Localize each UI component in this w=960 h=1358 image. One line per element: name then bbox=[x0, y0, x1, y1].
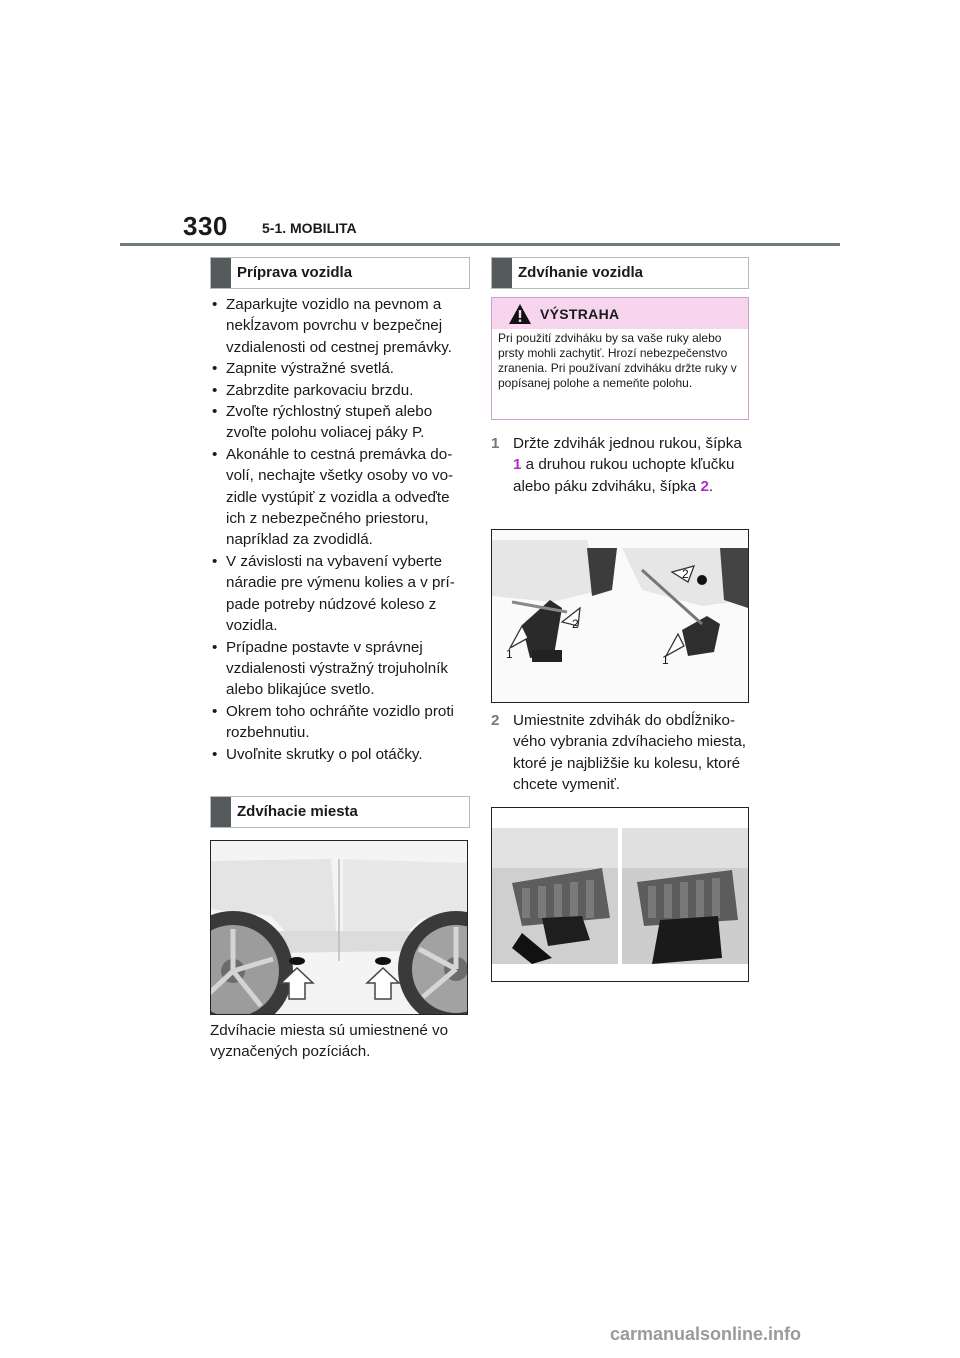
jack-placement-image bbox=[492, 808, 748, 981]
section-bar bbox=[211, 797, 231, 827]
header-rule bbox=[120, 243, 840, 246]
section-heading-jacking-points bbox=[210, 796, 470, 828]
chapter-title: 5-1. MOBILITA bbox=[262, 220, 357, 236]
section-bar bbox=[492, 258, 512, 288]
section-title: Zdvíhanie vozidla bbox=[518, 264, 644, 281]
step-2 bbox=[491, 710, 753, 796]
section-heading-preparation bbox=[210, 257, 470, 289]
section-title: Príprava vozidla bbox=[237, 264, 353, 281]
arrow-ref-2: 2 bbox=[700, 477, 709, 495]
jacking-points-caption: Zdvíhacie miesta sú umiestnené vo vyznačených pozíciách. bbox=[210, 1022, 449, 1061]
bullet-item: • Prípadne postavte v správnej vzdialenosti výstražný trojuholník alebo blikajúce svetlo. bbox=[212, 638, 449, 699]
jack-label: 1 bbox=[506, 647, 513, 661]
bullet-item: • Zaparkujte vozidlo na pevnom a nekĺzavom povrchu v bezpečnej vzdialenosti od cestnej premávky. bbox=[212, 296, 452, 356]
step-1 bbox=[491, 433, 753, 519]
section-bar bbox=[211, 258, 231, 288]
step-text: Umiestnite zdvihák do obdĺžnikového vybrania zdvíhacieho miesta, ktoré je najbližšie ku kolesu, ktoré chcete vymeniť. bbox=[513, 712, 747, 794]
warning-title: VÝSTRAHA bbox=[540, 306, 620, 322]
bullet-item: • V závislosti na vybavení vyberte náradie pre výmenu kolies a v prípade potreby núdzové koleso z vozidla. bbox=[212, 552, 455, 635]
bullet-item: • Uvoľnite skrutky o pol otáčky. bbox=[212, 745, 423, 763]
bullet-item: • Okrem toho ochráňte vozidlo proti rozbehnutiu. bbox=[212, 702, 454, 742]
warning-text: Pri použití zdviháku by sa vaše ruky alebo prsty mohli zachytiť. Hrozí nebezpečenstvo zranenia. Pri používaní zdviháku držte ruky v popísanej polohe a nemeňte polohu. bbox=[498, 331, 737, 390]
bullet-item: • Zapnite výstražné svetlá. bbox=[212, 360, 394, 378]
section-heading-lifting bbox=[491, 257, 749, 289]
bullet-item: • Zabrzdite parkovaciu brzdu. bbox=[212, 381, 414, 399]
step-number: 2 bbox=[491, 712, 500, 729]
jack-label: 1 bbox=[662, 653, 669, 667]
step-number: 1 bbox=[491, 435, 500, 452]
bullet-item: • Zvoľte rýchlostný stupeň alebo zvoľte polohu voliacej páky P. bbox=[212, 403, 433, 442]
jack-label: 2 bbox=[682, 567, 689, 581]
jack-handling-image bbox=[492, 530, 748, 702]
jack-placement-illustration bbox=[491, 807, 749, 982]
warning-triangle-icon bbox=[508, 303, 532, 325]
footer-watermark: carmanualsonline.info bbox=[610, 1324, 802, 1344]
car-side-illustration bbox=[211, 841, 467, 1014]
bullet-item: • Akonáhle to cestná premávka dovolí, nechajte všetky osoby vo vozidle vystúpiť z vozidla a odveďte ich z nebezpečného priestoru, napríklad za zvodidlá. bbox=[212, 445, 454, 549]
warning-box bbox=[491, 297, 749, 420]
step-text: Držte zdvihák jednou rukou, šípka 1 a druhou rukou uchopte kľučku alebo páku zdviháku, šípka 2. bbox=[513, 435, 742, 495]
section-title: Zdvíhacie miesta bbox=[237, 803, 358, 820]
jack-handling-illustration bbox=[491, 529, 749, 703]
arrow-ref-1: 1 bbox=[513, 456, 522, 474]
page-number: 330 bbox=[183, 211, 228, 241]
jack-label: 2 bbox=[572, 617, 579, 631]
preparation-bullet-list bbox=[210, 294, 472, 765]
jacking-points-illustration bbox=[210, 840, 468, 1015]
